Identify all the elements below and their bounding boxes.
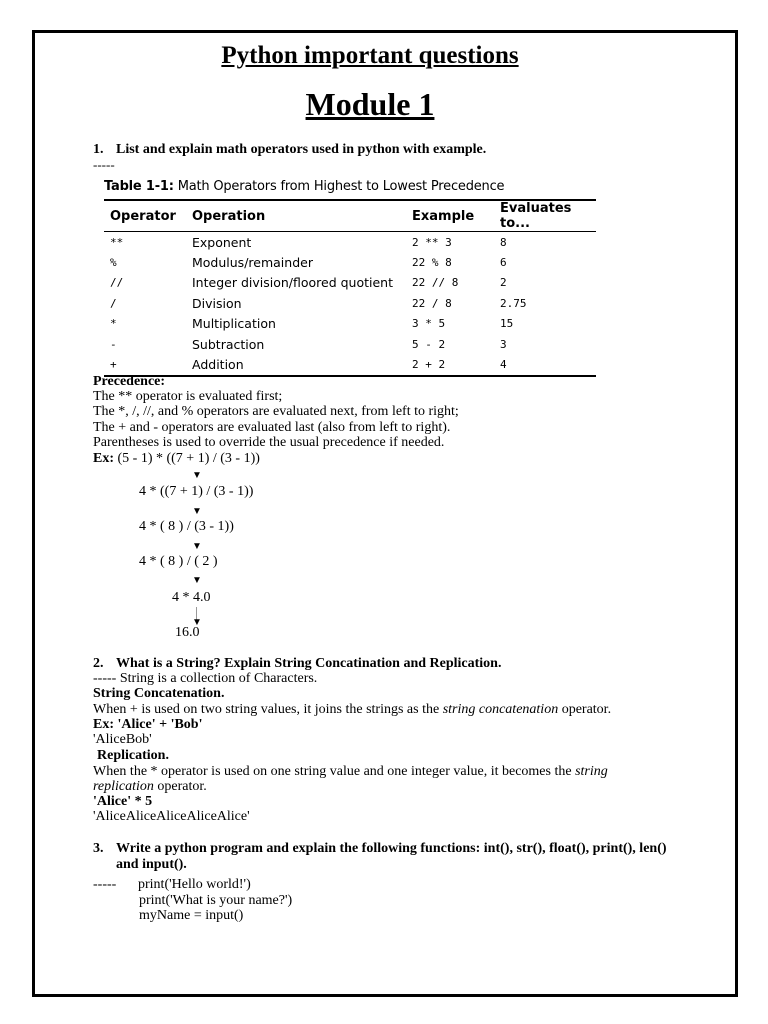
table-caption: Table 1-1: Math Operators from Highest to Lowest Precedence <box>104 179 505 194</box>
example-cell: 5 - 2 <box>412 337 446 351</box>
operator-cell: / <box>110 296 117 310</box>
string-definition: String is a collection of Characters. <box>116 671 318 686</box>
question-1-text: List and explain math operators used in python with example. <box>116 142 487 157</box>
table-row <box>104 273 596 293</box>
example-cell: 3 * 5 <box>412 317 446 331</box>
concat-result: 'AliceBob' <box>93 732 152 747</box>
question-3 <box>93 841 667 857</box>
precedence-heading: Precedence: <box>93 374 166 389</box>
replication-description: When the * operator is used on one string value and one integer value, it becomes the string <box>93 764 608 779</box>
example-cell: 22 / 8 <box>412 296 452 310</box>
example-cell: 2 + 2 <box>412 358 446 372</box>
table-header: Operation <box>186 200 406 232</box>
down-arrow-icon: ▼ <box>192 575 202 586</box>
operation-cell: Division <box>192 295 242 311</box>
example-cell: 2 ** 3 <box>412 235 452 249</box>
operator-cell: + <box>110 358 117 372</box>
example-cell: 22 // 8 <box>412 276 459 290</box>
operation-cell: Integer division/floored quotient <box>192 275 394 291</box>
operation-cell: Modulus/remainder <box>192 255 313 271</box>
precedence-line: Parentheses is used to override the usual precedence if needed. <box>93 435 445 450</box>
concat-example: Ex: 'Alice' + 'Bob' <box>93 717 203 732</box>
operation-cell: Addition <box>192 357 244 373</box>
question-2-text: What is a String? Explain String Concatination and Replication. <box>116 656 502 671</box>
table-header-row <box>104 200 596 232</box>
evaluation-step: 4 * ( 8 ) / (3 - 1)) <box>139 519 234 534</box>
example-expression <box>93 451 260 467</box>
table-row <box>104 252 596 272</box>
operator-cell: - <box>110 337 117 351</box>
result-cell: 15 <box>500 317 514 331</box>
precedence-line: The *, /, //, and % operators are evaluated next, from left to right; <box>93 404 459 419</box>
operator-cell: ** <box>110 235 124 249</box>
module-title: Module 1 <box>305 86 435 122</box>
table-header: Evaluates to... <box>494 200 596 232</box>
result-cell: 2.75 <box>500 296 527 310</box>
replication-description-cont: replication operator. <box>93 779 207 794</box>
evaluation-step: 4 * ( 8 ) / ( 2 ) <box>139 554 218 569</box>
evaluation-step: 4 * ((7 + 1) / (3 - 1)) <box>139 484 254 499</box>
operators-table <box>104 199 596 377</box>
answer-3-dashes: ----- <box>93 877 117 892</box>
operation-cell: Exponent <box>192 234 252 250</box>
question-2-number: 2. <box>93 656 104 671</box>
operation-cell: Subtraction <box>192 336 265 352</box>
replication-result: 'AliceAliceAliceAliceAlice' <box>93 809 250 824</box>
answer-1-dashes: ----- <box>93 157 115 172</box>
example-cell: 22 % 8 <box>412 256 452 270</box>
down-arrow-icon: ▼ <box>192 541 202 552</box>
example-label: Ex: <box>93 451 114 466</box>
table-header: Operator <box>104 200 186 232</box>
code-line: myName = input() <box>139 908 244 923</box>
table-row <box>104 354 596 375</box>
table-header: Example <box>406 200 494 232</box>
example-expression-text: (5 - 1) * ((7 + 1) / (3 - 1)) <box>114 451 260 466</box>
concat-description: When + is used on two string values, it joins the strings as the string concatenation operator. <box>93 702 612 717</box>
operation-cell: Multiplication <box>192 316 276 332</box>
replication-example: 'Alice' * 5 <box>93 794 153 809</box>
concat-heading: String Concatenation. <box>93 686 225 701</box>
operator-cell: % <box>110 256 117 270</box>
code-line: print('What is your name?') <box>139 893 293 908</box>
question-1 <box>93 142 486 158</box>
answer-2-intro <box>93 671 317 687</box>
result-cell: 2 <box>500 276 507 290</box>
code-line: print('Hello world!') <box>138 877 251 892</box>
table-row <box>104 314 596 334</box>
result-cell: 4 <box>500 358 507 372</box>
question-3-text-cont: and input(). <box>116 857 187 872</box>
question-1-number: 1. <box>93 142 104 157</box>
precedence-line: The ** operator is evaluated first; <box>93 389 283 404</box>
down-arrow-icon: ▼ <box>192 506 202 517</box>
question-3-number: 3. <box>93 841 104 856</box>
table-row <box>104 334 596 354</box>
table-row <box>104 293 596 313</box>
precedence-line: The + and - operators are evaluated last (also from left to right). <box>93 420 451 435</box>
result-cell: 8 <box>500 235 507 249</box>
question-2 <box>93 656 501 672</box>
down-arrow-icon: ▼ <box>192 617 202 628</box>
result-cell: 6 <box>500 256 507 270</box>
evaluation-step: 4 * 4.0 <box>172 590 211 605</box>
down-arrow-icon: ▼ <box>192 470 202 481</box>
math-operators-table <box>104 177 596 377</box>
operator-cell: // <box>110 276 124 290</box>
evaluation-result: 16.0 <box>175 625 200 640</box>
result-cell: 3 <box>500 337 507 351</box>
question-3-text: Write a python program and explain the following functions: int(), str(), float(), print(), len() <box>116 841 667 856</box>
table-row <box>104 232 596 253</box>
answer-2-dashes: ----- <box>93 671 117 686</box>
document-title: Python important questions <box>221 42 519 69</box>
operator-cell: * <box>110 317 117 331</box>
replication-heading: Replication. <box>97 748 169 763</box>
